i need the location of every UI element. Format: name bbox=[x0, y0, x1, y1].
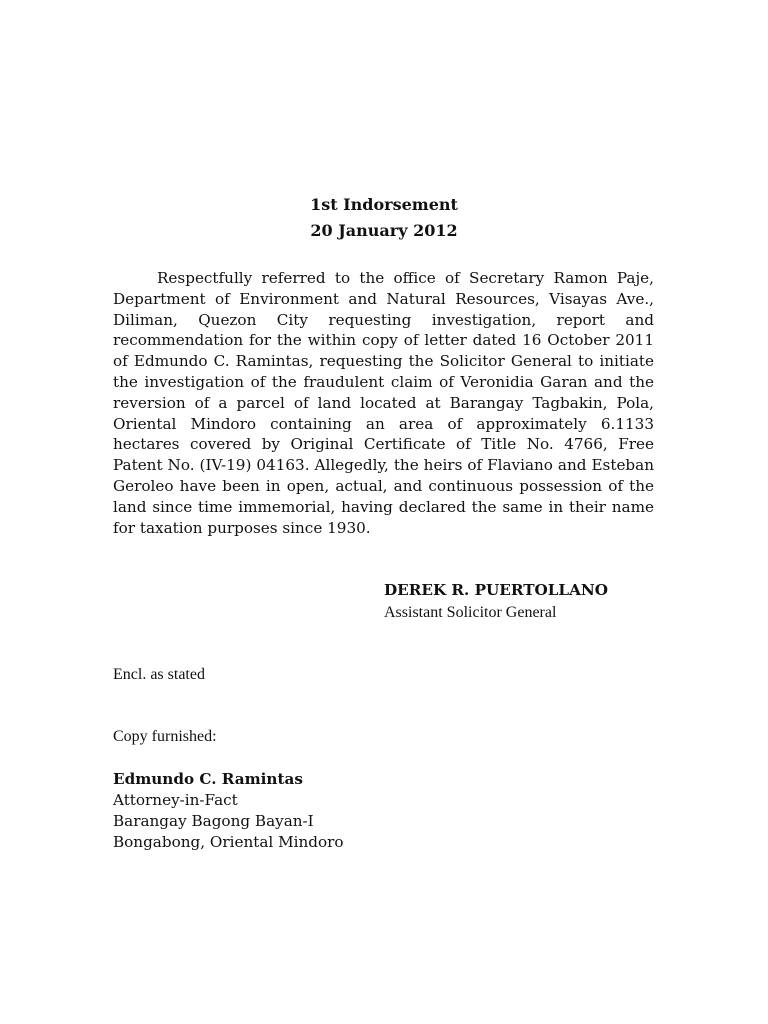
recipient-address-line: Bongabong, Oriental Mindoro bbox=[113, 833, 344, 851]
signatory-name: DEREK R. PUERTOLLANO bbox=[384, 581, 609, 599]
indorsement-title: 1st Indorsement bbox=[310, 195, 458, 214]
signatory-title: Assistant Solicitor General bbox=[384, 604, 557, 621]
recipient-role: Attorney-in-Fact bbox=[113, 791, 238, 809]
indorsement-date: 20 January 2012 bbox=[310, 221, 458, 240]
copy-furnished-label: Copy furnished: bbox=[113, 728, 217, 745]
recipient-address-line: Barangay Bagong Bayan-I bbox=[113, 812, 314, 830]
body-paragraph: Respectfully referred to the office of Secretary Ramon Paje, Department of Environment and Natural Resources, Visayas Ave., Diliman, Quezon City requesting investigation, report and recommendation for the within copy of letter dated 16 October 2011 of Edmundo C. Ramintas, requesting the Solicitor General to initiate the investigation of the fraudulent claim of Veronidia Garan and the reversion of a parcel of land located at Barangay Tagbakin, Pola, Oriental Mindoro containing an area of approximately 6.1133 hectares covered by Original Certificate of Title No. 4766, Free Patent No. (IV-19) 04163. Allegedly, the heirs of Flaviano and Esteban Geroleo have been in open, actual, and continuous possession of the land since time immemorial, having declared the same in their name for taxation purposes since 1930. bbox=[113, 269, 654, 537]
recipient-name: Edmundo C. Ramintas bbox=[113, 770, 303, 788]
enclosure-note: Encl. as stated bbox=[113, 666, 205, 683]
